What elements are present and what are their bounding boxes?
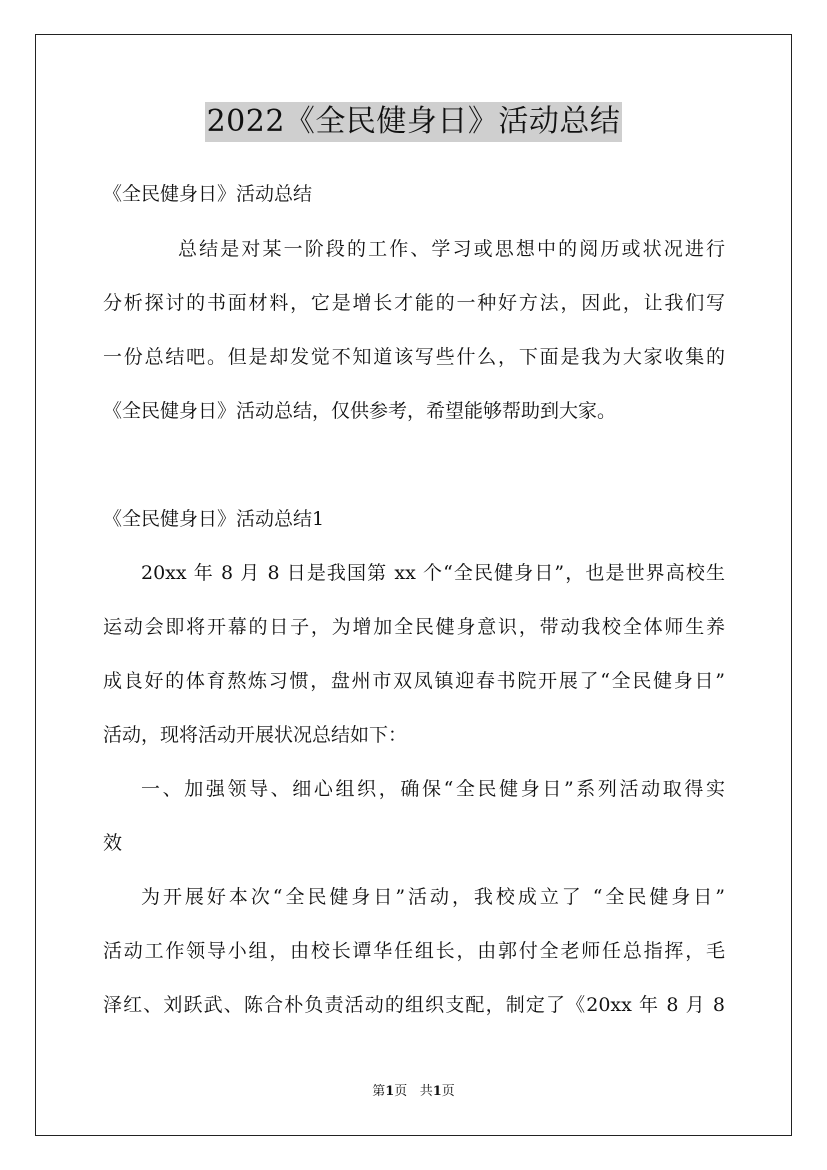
body-line: 活动工作领导小组，由校长谭华任组长，由郭付全老师任总指挥，毛 — [103, 940, 725, 962]
page-current: 1 — [385, 1084, 395, 1099]
body-line: 为开展好本次“全民健身日”活动，我校成立了 “全民健身日” — [141, 886, 725, 908]
intro-line: 总结是对某一阶段的工作、学习或思想中的阅历或状况进行 — [178, 238, 725, 260]
intro-line: 分析探讨的书面材料，它是增长才能的一种好方法，因此，让我们写 — [103, 292, 725, 314]
intro-line: 《全民健身日》活动总结，仅供参考，希望能够帮助到大家。 — [103, 400, 617, 422]
total-prefix: 共 — [419, 1084, 433, 1099]
document-title: 2022《全民健身日》活动总结 — [205, 102, 623, 142]
body-line: 效 — [103, 832, 123, 854]
page-suffix: 页 — [394, 1084, 408, 1099]
body-line: 20xx 年 8 月 8 日是我国第 xx 个“全民健身日”，也是世界高校生 — [141, 562, 725, 584]
page-footer — [0, 1084, 827, 1100]
body-line: 成良好的体育熬炼习惯，盘州市双凤镇迎春书院开展了“全民健身日” — [103, 670, 725, 692]
page-prefix: 第 — [372, 1084, 386, 1099]
body-line: 一、加强领导、细心组织，确保“全民健身日”系列活动取得实 — [141, 778, 725, 800]
page-total: 1 — [432, 1084, 442, 1099]
section-heading: 《全民健身日》活动总结1 — [103, 508, 325, 530]
body-line: 运动会即将开幕的日子，为增加全民健身意识，带动我校全体师生养 — [103, 616, 725, 638]
total-suffix: 页 — [441, 1084, 455, 1099]
body-line: 泽红、刘跃武、陈合朴负责活动的组织支配，制定了《20xx 年 8 月 8 — [103, 994, 725, 1016]
intro-line: 一份总结吧。但是却发觉不知道该写些什么，下面是我为大家收集的 — [103, 346, 725, 368]
title-container — [0, 102, 827, 142]
body-line: 活动，现将活动开展状况总结如下： — [103, 724, 408, 746]
subtitle: 《全民健身日》活动总结 — [103, 183, 313, 205]
